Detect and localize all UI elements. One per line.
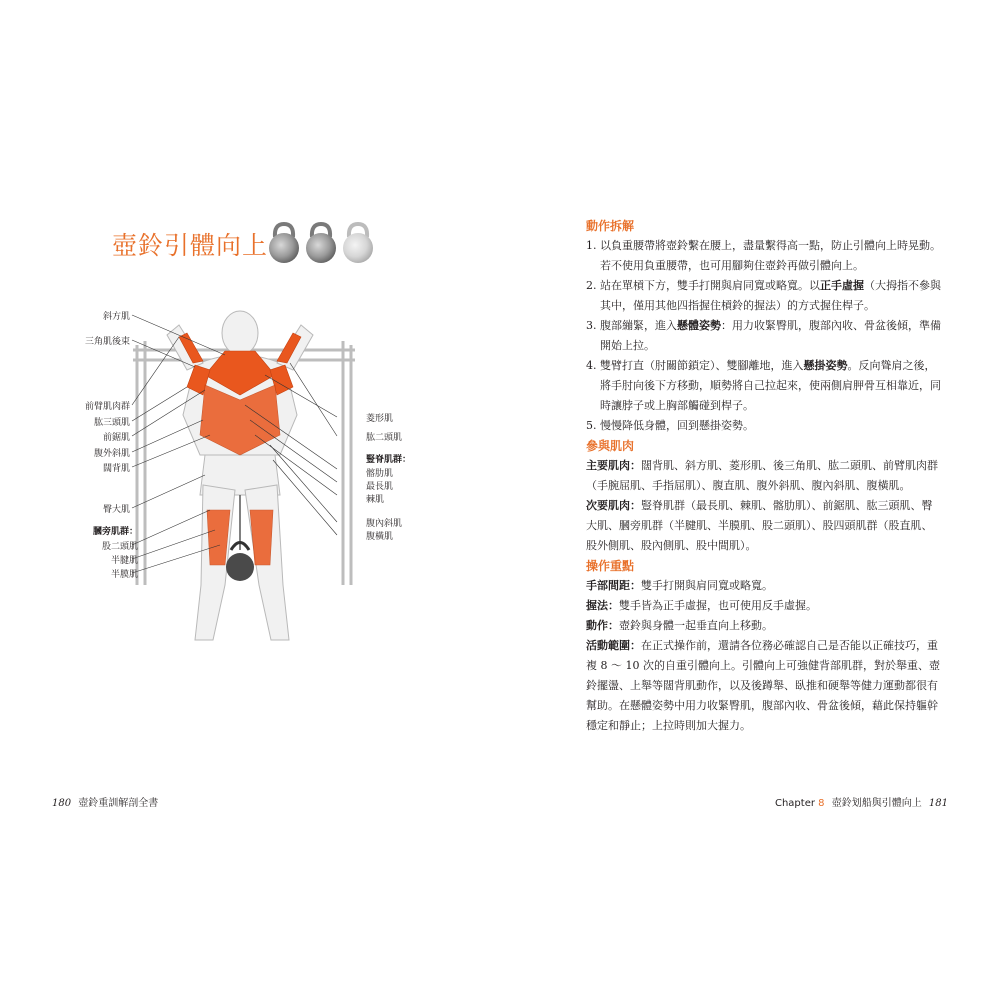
label-rhomboids: 菱形肌 — [366, 414, 394, 424]
label-erector-spinae-group: 豎脊肌群： — [366, 455, 412, 465]
label-forearm-muscles: 前臂肌肉群 — [84, 402, 130, 412]
label-iliocostalis: 髂肋肌 — [366, 469, 394, 479]
point-paragraph: 手部間距：雙手打開與肩同寬或略寬。 — [586, 579, 773, 592]
steps-list — [586, 236, 942, 436]
chapter-title: 壺鈴划船與引體向上 — [831, 798, 922, 809]
kettlebell-icon — [343, 224, 373, 263]
anatomy-illustration — [75, 295, 395, 655]
label-semitendinosus: 半腱肌 — [110, 556, 138, 566]
step-text: 以負重腰帶將壺鈴繫在腰上，盡量繫得高一點，防止引體向上時晃動。若不使用負重腰帶，也可用腳夠住壺鈴再做引體向上。 — [600, 239, 941, 272]
label-biceps: 肱二頭肌 — [366, 433, 403, 443]
chapter-label: Chapter — [774, 798, 815, 809]
muscle-paragraph: 主要肌肉：闊背肌、斜方肌、菱形肌、後三角肌、肱二頭肌、前臂肌肉群（手腕屈肌、手指屈肌）、腹直肌、腹外斜肌、腹內斜肌、腹橫肌。 — [586, 459, 938, 492]
label-serratus: 前鋸肌 — [102, 433, 130, 443]
difficulty-rating — [266, 220, 376, 265]
section-heading-breakdown: 動作拆解 — [586, 219, 635, 233]
section-heading-points: 操作重點 — [586, 559, 635, 573]
label-external-oblique: 腹外斜肌 — [93, 449, 130, 459]
step-number: 3. — [586, 319, 597, 332]
step-number: 4. — [586, 359, 597, 372]
footer-right — [775, 794, 952, 809]
left-page-number: 180 — [52, 798, 72, 809]
label-triceps: 肱三頭肌 — [93, 418, 130, 428]
step-text: 慢慢降低身體，回到懸掛姿勢。 — [600, 419, 754, 432]
point-paragraph: 活動範圍：在正式操作前，還請各位務必確認自己是否能以正確技巧，重複 8 ～ 10 次的自重引體向上。引體向上可強健背部肌群，對於舉重、壺鈴擺盪、上舉等闊背肌動作，以及後蹲舉、臥推和硬舉等健力運動都很有幫助。在懸體姿勢中用力收緊臀肌，腹部內收、骨盆後傾，藉此保持軀幹穩定和靜止；上拉時則加大握力。 — [586, 639, 940, 732]
step-text: 腹部繃緊，進入懸體姿勢：用力收緊臀肌，腹部內收、骨盆後傾，準備開始上拉。 — [600, 319, 941, 352]
label-rear-deltoid: 三角肌後束 — [84, 337, 130, 347]
points-list — [586, 576, 942, 736]
step-number: 2. — [586, 279, 597, 292]
book-title: 壺鈴重訓解剖全書 — [78, 798, 159, 809]
label-latissimus: 闊背肌 — [102, 464, 130, 474]
step-text: 站在單槓下方，雙手打開與肩同寬或略寬。以正手虛握（大拇指不參與其中，僅用其他四指握住槓鈴的握法）的方式握住桿子。 — [600, 279, 941, 312]
label-trapezius: 斜方肌 — [102, 312, 130, 322]
step-number: 5. — [586, 419, 597, 432]
label-spinalis: 棘肌 — [366, 495, 385, 505]
right-page-number: 181 — [928, 798, 948, 809]
step-text: 雙臂打直（肘關節鎖定）、雙腳離地，進入懸掛姿勢。反向聳肩之後，將手肘向後下方移動，順勢將自己拉起來，使兩側肩胛骨互相靠近，同時讓脖子或上胸部觸碰到桿子。 — [600, 359, 941, 412]
step-item — [586, 236, 942, 276]
step-number: 1. — [586, 239, 597, 252]
step-item — [586, 356, 942, 416]
right-page-content — [586, 216, 942, 736]
step-item — [586, 276, 942, 316]
muscles-list — [586, 456, 942, 556]
label-semimembranosus: 半膜肌 — [110, 570, 138, 580]
muscle-paragraph: 次要肌肉：豎脊肌群（最長肌、棘肌、髂肋肌）、前鋸肌、肱三頭肌、臀大肌、膕旁肌群（半腱肌、半膜肌、股二頭肌）、股四頭肌群（股直肌、股外側肌、股內側肌、股中間肌）。 — [586, 499, 933, 552]
chapter-number: 8 — [818, 798, 825, 809]
step-item — [586, 316, 942, 356]
exercise-title: 壺鈴引體向上 — [112, 231, 269, 260]
kettlebell-icon — [306, 224, 336, 263]
label-transverse-abdominis: 腹橫肌 — [366, 532, 394, 542]
label-biceps-femoris: 股二頭肌 — [101, 542, 138, 552]
right-hamstring-muscle — [250, 510, 273, 565]
label-internal-oblique: 腹內斜肌 — [366, 519, 403, 529]
point-paragraph: 握法：雙手皆為正手虛握，也可使用反手虛握。 — [586, 599, 817, 612]
section-heading-muscles: 參與肌肉 — [586, 439, 635, 453]
label-gluteus-maximus: 臀大肌 — [102, 505, 130, 515]
step-item — [586, 416, 942, 436]
label-hamstrings-group: 膕旁肌群： — [92, 527, 138, 537]
footer-left — [48, 794, 158, 809]
label-longissimus: 最長肌 — [366, 482, 394, 492]
point-paragraph: 動作：壺鈴與身體一起垂直向上移動。 — [586, 619, 773, 632]
kettlebell-icon — [269, 224, 299, 263]
